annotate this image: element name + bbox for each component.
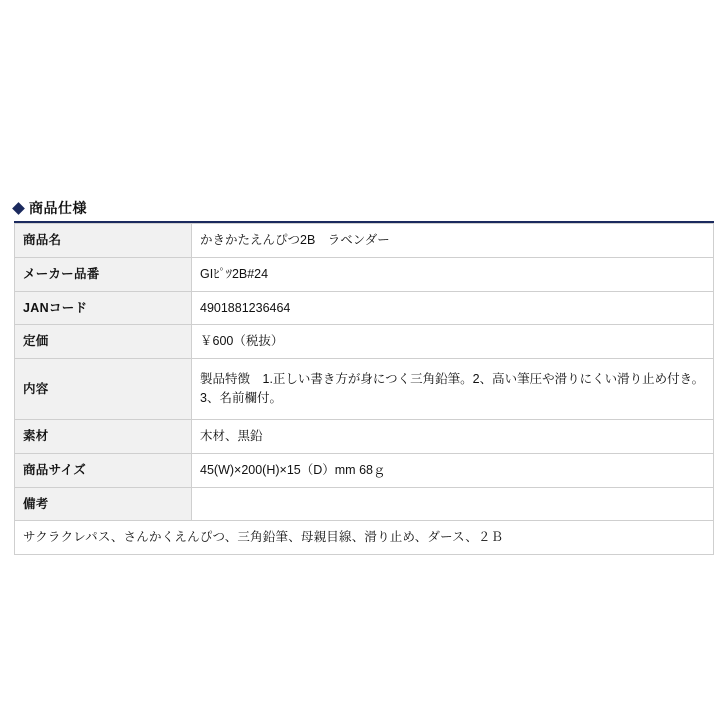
spec-value-size: 45(W)×200(H)×15（D）mm 68ｇ — [192, 453, 714, 487]
spec-keywords: サクラクレパス、さんかくえんぴつ、三角鉛筆、母親目線、滑り止め、ダース、２Ｂ — [15, 521, 714, 555]
spec-value-material: 木材、黒鉛 — [192, 420, 714, 454]
spec-label-contents: 内容 — [15, 359, 192, 420]
product-spec-table — [14, 223, 714, 555]
spec-value-remarks — [192, 487, 714, 521]
spec-label-remarks: 備考 — [15, 487, 192, 521]
section-heading — [14, 198, 714, 221]
spec-label-price: 定価 — [15, 325, 192, 359]
table-row-keywords — [15, 521, 714, 555]
table-row — [15, 420, 714, 454]
spec-value-contents: 製品特徴 1.正しい書き方が身につく三角鉛筆。2、高い筆圧や滑りにくい滑り止め付き。3、名前欄付。 — [192, 359, 714, 420]
spec-label-maker-code: メーカー品番 — [15, 257, 192, 291]
section-title: 商品仕様 — [29, 200, 87, 216]
spec-value-product-name: かきかたえんぴつ2B ラベンダー — [192, 224, 714, 258]
spec-value-price: ￥600（税抜） — [192, 325, 714, 359]
table-row — [15, 487, 714, 521]
spec-label-size: 商品サイズ — [15, 453, 192, 487]
table-row — [15, 453, 714, 487]
spec-label-jan-code: JANコード — [15, 291, 192, 325]
diamond-icon — [12, 202, 25, 215]
spec-label-product-name: 商品名 — [15, 224, 192, 258]
spec-label-material: 素材 — [15, 420, 192, 454]
table-row — [15, 291, 714, 325]
table-row — [15, 224, 714, 258]
spec-value-jan-code: 4901881236464 — [192, 291, 714, 325]
product-spec-block — [14, 198, 714, 555]
table-row — [15, 257, 714, 291]
spec-value-maker-code: GIﾋﾟﾂ2B#24 — [192, 257, 714, 291]
table-row — [15, 325, 714, 359]
table-row — [15, 359, 714, 420]
